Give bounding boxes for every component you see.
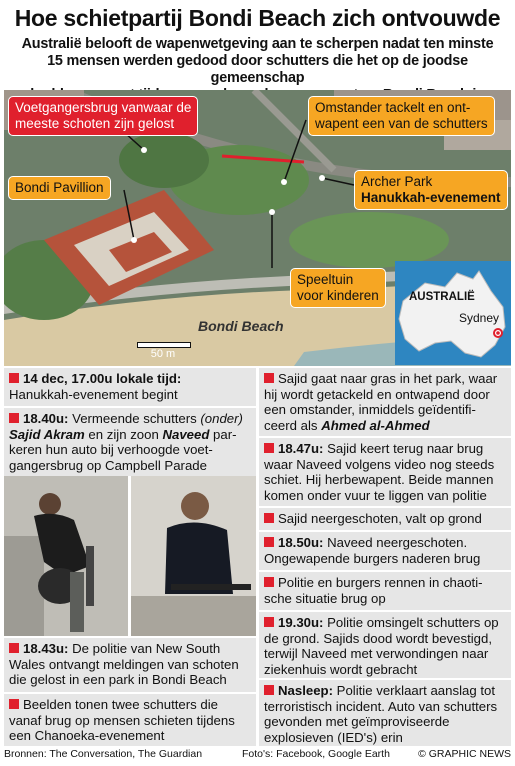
bullet-square: [9, 699, 19, 709]
timeline-item: 18.40u: Vermeende schutters (onder) Sajid Akram en zijn zoon Naveed par- keren hun auto bij verhoogde voet- gangersbrug op Campbell Parade: [4, 408, 256, 476]
callout-archer-park: Archer Park Hanukkah-evenement: [354, 170, 508, 210]
footer-photos: Foto's: Facebook, Google Earth: [242, 748, 390, 760]
leader-dot: [281, 179, 287, 185]
timeline-item: Sajid gaat naar gras in het park, waar hij wordt getackeld en ontwapend door een omstander, inmiddels geïdentifi- ceerd als Ahmed al-Ahmed: [259, 368, 511, 436]
inset-country-label: AUSTRALIË: [409, 291, 475, 303]
leader-line: [322, 178, 354, 185]
timeline-item: Politie en burgers rennen in chaoti- sche situatie brug op: [259, 572, 511, 610]
timeline-item: 14 dec, 17.00u lokale tijd: Hanukkah-evenement begint: [4, 368, 256, 406]
callout-bystander: Omstander tackelt en ont- wapent een van de schutters: [308, 96, 495, 136]
beach-label: Bondi Beach: [198, 318, 284, 334]
bullet-square: [264, 443, 274, 453]
photo-naveed-akram: [131, 476, 256, 636]
bullet-square: [9, 373, 19, 383]
timeline-item: Beelden tonen twee schutters die vanaf brug op mensen schieten tijdens een Chanoeka-evenement: [4, 694, 256, 746]
australia-inset-map: [395, 261, 511, 365]
bullet-square: [264, 373, 274, 383]
footer-credit: © GRAPHIC NEWS: [418, 748, 511, 760]
timeline-item: 18.47u: Sajid keert terug naar brug waar Naveed volgens video nog steeds schiet. Hij herbewapent. Beide mannen komen onder vuur te liggen van politie: [259, 438, 511, 506]
bullet-square: [264, 513, 274, 523]
bullet-square: [9, 413, 19, 423]
timeline-item: 18.50u: Naveed neergeschoten. Ongewapende burgers naderen brug: [259, 532, 511, 570]
scale-bar: [137, 342, 197, 360]
leader-dot: [141, 147, 147, 153]
timeline-item: Sajid neergeschoten, valt op grond: [259, 508, 511, 530]
bullet-square: [264, 537, 274, 547]
callout-pavilion: Bondi Pavillion: [8, 176, 111, 200]
footer-sources: Bronnen: The Conversation, The Guardian: [4, 748, 203, 760]
park-green: [289, 212, 449, 268]
leader-dot: [269, 209, 275, 215]
callout-footbridge: Voetgangersbrug vanwaar de meeste schoten zijn gelost: [8, 96, 198, 136]
bullet-square: [9, 643, 19, 653]
timeline-item: 18.43u: De politie van New South Wales ontvangt meldingen van schoten die gelost in een park in Bondi Beach: [4, 638, 256, 692]
scale-label: 50 m: [150, 348, 176, 360]
bullet-square: [264, 577, 274, 587]
callout-playground: Speeltuin voor kinderen: [290, 268, 386, 308]
inset-city-label: Sydney: [459, 311, 500, 325]
leader-dot: [319, 175, 325, 181]
leader-dot: [131, 237, 137, 243]
subtitle-line: 15 mensen werden gedood door schutters die het op de joodse gemeenschap: [47, 53, 468, 86]
bullet-square: [264, 617, 274, 627]
subtitle-line: Australië belooft de wapenwetgeving aan te scherpen nadat ten minste: [21, 36, 494, 52]
bullet-square: [264, 685, 274, 695]
page-title: Hoe schietpartij Bondi Beach zich ontvouwde: [14, 5, 501, 31]
photo-sajid-akram: [4, 476, 128, 636]
timeline-item: 19.30u: Politie omsingelt schutters op de grond. Sajids dood wordt bevestigd, terwijl Naveed met verwondingen naar ziekenhuis wordt gebracht: [259, 612, 511, 678]
timeline-item: Nasleep: Politie verklaart aanslag tot terroristisch incident. Auto van schutters gevonden met geïmproviseerde explosieven (IED's) erin: [259, 680, 511, 746]
